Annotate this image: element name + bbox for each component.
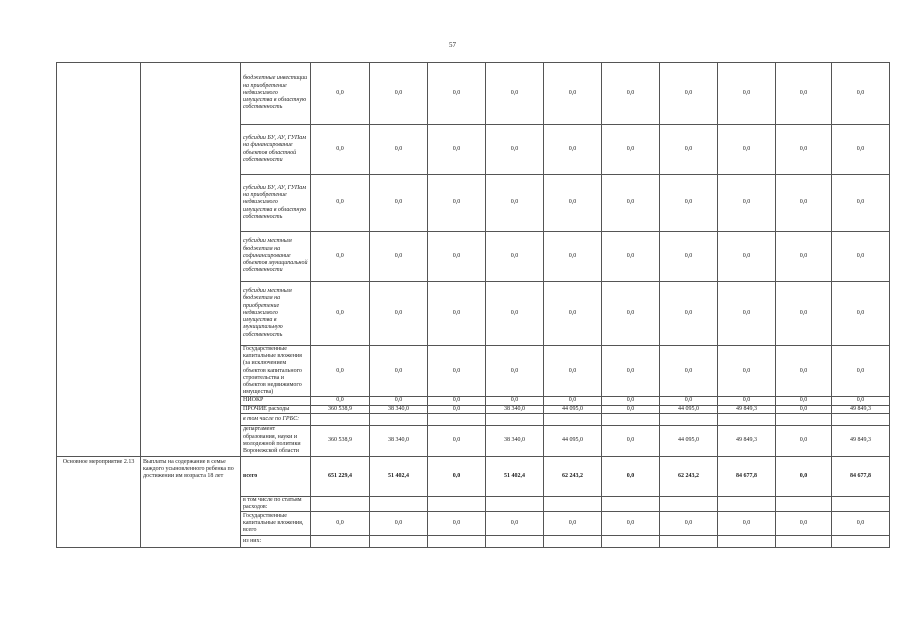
value-cell: 0,0 bbox=[602, 512, 660, 536]
value-cell: 0,0 bbox=[311, 346, 370, 397]
value-cell: 0,0 bbox=[660, 397, 718, 405]
value-cell bbox=[428, 496, 486, 511]
value-cell: 0,0 bbox=[311, 512, 370, 536]
value-cell: 44 095,0 bbox=[660, 405, 718, 413]
value-cell: 0,0 bbox=[776, 282, 832, 346]
value-cell: 44 095,0 bbox=[660, 425, 718, 456]
value-cell: 0,0 bbox=[486, 397, 544, 405]
value-cell: 0,0 bbox=[602, 346, 660, 397]
value-cell: 0,0 bbox=[602, 425, 660, 456]
value-cell: 0,0 bbox=[832, 175, 890, 232]
value-cell: 49 849,3 bbox=[832, 405, 890, 413]
value-cell: 0,0 bbox=[370, 63, 428, 125]
row-label: субсидии БУ, АУ, ГУПам на финансирование объектов областной собственности bbox=[241, 125, 311, 175]
value-cell: 0,0 bbox=[776, 232, 832, 282]
value-cell: 0,0 bbox=[776, 175, 832, 232]
row-label: субсидии местным бюджетам на софинансирование объектов муниципальной собственности bbox=[241, 232, 311, 282]
row-label: Государственные капитальные вложения, всего bbox=[241, 512, 311, 536]
value-cell: 0,0 bbox=[718, 232, 776, 282]
value-cell: 0,0 bbox=[776, 456, 832, 496]
value-cell: 0,0 bbox=[602, 282, 660, 346]
value-cell: 0,0 bbox=[660, 63, 718, 125]
row-label: НИОКР bbox=[241, 397, 311, 405]
value-cell bbox=[832, 536, 890, 548]
value-cell: 0,0 bbox=[718, 282, 776, 346]
value-cell: 0,0 bbox=[311, 125, 370, 175]
value-cell: 0,0 bbox=[428, 63, 486, 125]
value-cell bbox=[602, 536, 660, 548]
value-cell: 0,0 bbox=[370, 282, 428, 346]
value-cell: 0,0 bbox=[660, 346, 718, 397]
value-cell: 0,0 bbox=[370, 346, 428, 397]
value-cell: 0,0 bbox=[660, 232, 718, 282]
row-label: субсидии БУ, АУ, ГУПам на приобретение недвижимого имущества в областную собственность bbox=[241, 175, 311, 232]
value-cell bbox=[486, 496, 544, 511]
value-cell: 0,0 bbox=[486, 175, 544, 232]
value-cell: 0,0 bbox=[311, 282, 370, 346]
value-cell: 0,0 bbox=[718, 125, 776, 175]
value-cell: 0,0 bbox=[544, 63, 602, 125]
value-cell bbox=[660, 496, 718, 511]
value-cell: 0,0 bbox=[428, 397, 486, 405]
value-cell: 0,0 bbox=[602, 397, 660, 405]
value-cell: 38 340,0 bbox=[370, 425, 428, 456]
value-cell: 0,0 bbox=[486, 63, 544, 125]
value-cell: 0,0 bbox=[370, 175, 428, 232]
value-cell: 0,0 bbox=[832, 125, 890, 175]
value-cell bbox=[428, 413, 486, 425]
value-cell bbox=[602, 496, 660, 511]
value-cell bbox=[486, 413, 544, 425]
value-cell: 0,0 bbox=[486, 512, 544, 536]
value-cell: 0,0 bbox=[428, 282, 486, 346]
value-cell bbox=[370, 536, 428, 548]
value-cell: 0,0 bbox=[776, 63, 832, 125]
value-cell: 0,0 bbox=[832, 512, 890, 536]
value-cell: 0,0 bbox=[370, 125, 428, 175]
value-cell: 0,0 bbox=[486, 346, 544, 397]
value-cell: 0,0 bbox=[776, 125, 832, 175]
value-cell: 0,0 bbox=[832, 346, 890, 397]
value-cell: 62 243,2 bbox=[544, 456, 602, 496]
value-cell: 0,0 bbox=[718, 63, 776, 125]
value-cell: 0,0 bbox=[602, 175, 660, 232]
value-cell bbox=[832, 496, 890, 511]
value-cell bbox=[832, 413, 890, 425]
value-cell: 49 849,3 bbox=[718, 425, 776, 456]
event-name: Основное мероприятие 2.13 bbox=[57, 456, 141, 547]
value-cell: 0,0 bbox=[370, 397, 428, 405]
value-cell: 0,0 bbox=[776, 425, 832, 456]
value-cell: 0,0 bbox=[832, 397, 890, 405]
value-cell: 0,0 bbox=[602, 232, 660, 282]
budget-table bbox=[56, 62, 890, 548]
value-cell: 0,0 bbox=[311, 397, 370, 405]
value-cell: 0,0 bbox=[660, 175, 718, 232]
value-cell: 0,0 bbox=[602, 63, 660, 125]
row-label: всего bbox=[241, 456, 311, 496]
value-cell: 360 538,9 bbox=[311, 425, 370, 456]
table-body bbox=[57, 63, 890, 548]
value-cell: 0,0 bbox=[776, 512, 832, 536]
value-cell: 0,0 bbox=[718, 346, 776, 397]
value-cell: 38 340,0 bbox=[486, 425, 544, 456]
value-cell: 0,0 bbox=[486, 125, 544, 175]
row-label: в том числе по статьям расходов: bbox=[241, 496, 311, 511]
value-cell: 0,0 bbox=[428, 175, 486, 232]
value-cell bbox=[660, 536, 718, 548]
value-cell: 651 229,4 bbox=[311, 456, 370, 496]
value-cell bbox=[776, 413, 832, 425]
value-cell: 0,0 bbox=[718, 397, 776, 405]
empty-event-cell bbox=[57, 63, 141, 457]
value-cell: 38 340,0 bbox=[370, 405, 428, 413]
value-cell bbox=[718, 413, 776, 425]
value-cell: 0,0 bbox=[832, 63, 890, 125]
event-total-row bbox=[57, 456, 890, 496]
value-cell: 0,0 bbox=[544, 125, 602, 175]
value-cell: 0,0 bbox=[428, 346, 486, 397]
value-cell: 0,0 bbox=[832, 232, 890, 282]
value-cell: 0,0 bbox=[428, 456, 486, 496]
value-cell: 0,0 bbox=[602, 456, 660, 496]
value-cell: 360 538,9 bbox=[311, 405, 370, 413]
value-cell: 0,0 bbox=[486, 282, 544, 346]
value-cell: 0,0 bbox=[718, 175, 776, 232]
value-cell: 0,0 bbox=[718, 512, 776, 536]
empty-description-cell bbox=[141, 63, 241, 457]
value-cell bbox=[370, 413, 428, 425]
value-cell: 84 677,8 bbox=[832, 456, 890, 496]
value-cell bbox=[776, 536, 832, 548]
value-cell bbox=[718, 496, 776, 511]
table-row bbox=[57, 63, 890, 125]
value-cell bbox=[486, 536, 544, 548]
value-cell bbox=[544, 413, 602, 425]
value-cell bbox=[776, 496, 832, 511]
value-cell: 0,0 bbox=[428, 405, 486, 413]
value-cell: 0,0 bbox=[544, 397, 602, 405]
value-cell: 0,0 bbox=[428, 232, 486, 282]
value-cell bbox=[544, 536, 602, 548]
value-cell bbox=[311, 413, 370, 425]
row-label: в том числе по ГРБС: bbox=[241, 413, 311, 425]
value-cell: 0,0 bbox=[544, 175, 602, 232]
value-cell: 51 402,4 bbox=[370, 456, 428, 496]
value-cell: 0,0 bbox=[776, 346, 832, 397]
value-cell: 0,0 bbox=[370, 512, 428, 536]
value-cell: 0,0 bbox=[776, 397, 832, 405]
value-cell: 0,0 bbox=[660, 125, 718, 175]
value-cell: 0,0 bbox=[602, 405, 660, 413]
row-label: Государственные капитальные вложения (за исключением объектов капитального строительства и объектов недвижимого имущества) bbox=[241, 346, 311, 397]
value-cell: 62 243,2 bbox=[660, 456, 718, 496]
value-cell bbox=[370, 496, 428, 511]
value-cell: 0,0 bbox=[428, 512, 486, 536]
value-cell: 49 849,3 bbox=[718, 405, 776, 413]
value-cell: 0,0 bbox=[486, 232, 544, 282]
value-cell: 0,0 bbox=[370, 232, 428, 282]
value-cell bbox=[428, 536, 486, 548]
value-cell: 0,0 bbox=[311, 232, 370, 282]
value-cell: 0,0 bbox=[602, 125, 660, 175]
value-cell: 44 095,0 bbox=[544, 405, 602, 413]
value-cell bbox=[311, 536, 370, 548]
value-cell: 0,0 bbox=[776, 405, 832, 413]
value-cell bbox=[660, 413, 718, 425]
value-cell bbox=[602, 413, 660, 425]
value-cell: 0,0 bbox=[832, 282, 890, 346]
value-cell: 51 402,4 bbox=[486, 456, 544, 496]
row-label: из них: bbox=[241, 536, 311, 548]
row-label: департамент образования, науки и молодежной политики Воронежской области bbox=[241, 425, 311, 456]
value-cell: 84 677,8 bbox=[718, 456, 776, 496]
value-cell: 0,0 bbox=[544, 232, 602, 282]
row-label: ПРОЧИЕ расходы bbox=[241, 405, 311, 413]
value-cell: 0,0 bbox=[311, 63, 370, 125]
value-cell: 0,0 bbox=[544, 282, 602, 346]
value-cell: 0,0 bbox=[660, 282, 718, 346]
row-label: бюджетные инвестиции на приобретение недвижимого имущества в областную собственность bbox=[241, 63, 311, 125]
value-cell: 0,0 bbox=[428, 425, 486, 456]
value-cell bbox=[544, 496, 602, 511]
value-cell: 0,0 bbox=[311, 175, 370, 232]
value-cell: 0,0 bbox=[660, 512, 718, 536]
value-cell bbox=[311, 496, 370, 511]
value-cell: 44 095,0 bbox=[544, 425, 602, 456]
value-cell: 0,0 bbox=[428, 125, 486, 175]
value-cell: 49 849,3 bbox=[832, 425, 890, 456]
value-cell bbox=[718, 536, 776, 548]
value-cell: 38 340,0 bbox=[486, 405, 544, 413]
page-number: 57 bbox=[449, 41, 456, 49]
value-cell: 0,0 bbox=[544, 346, 602, 397]
row-label: субсидии местным бюджетам на приобретение недвижимого имущества в муниципальную собственность bbox=[241, 282, 311, 346]
event-description: Выплаты на содержание в семье каждого усыновленного ребенка по достижении им возраста 18 лет bbox=[141, 456, 241, 547]
value-cell: 0,0 bbox=[544, 512, 602, 536]
